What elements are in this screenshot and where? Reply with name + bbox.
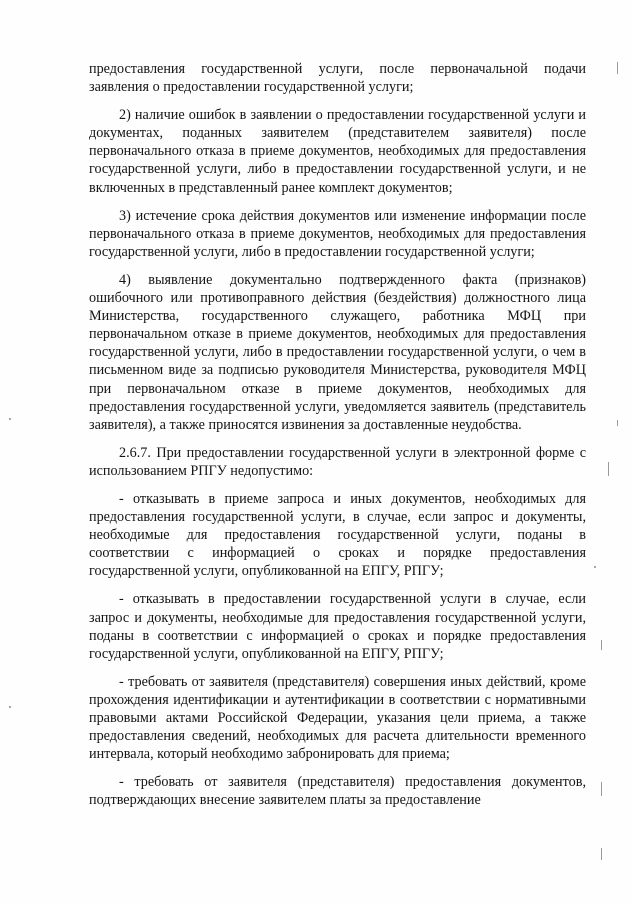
list-item-refuse-acceptance: - отказывать в приеме запроса и иных документов, необходимых для предоставления государственной услуги, в случае, если запрос и документы, необходимые для предоставления государственной услуги, поданы в соответствии с информацией о сроках и порядке предоставления государственной услуги, опубликованной на ЕПГУ, РПГУ; [89,490,586,580]
paragraph-item-3: 3) истечение срока действия документов или изменение информации после первоначального отказа в приеме документов, необходимых для предоставления государственной услуги, либо в предоставлении государственной услуги; [89,207,586,260]
scan-mark-right-1 [617,62,618,74]
document-body [89,60,586,819]
scan-mark-right-4 [601,640,602,650]
scan-dot-left-2 [9,706,11,708]
scan-mark-right-5 [601,782,602,796]
list-item-require-documents: - требовать от заявителя (представителя) предоставления документов, подтверждающих внесение заявителем платы за предоставление [89,774,586,809]
scan-mark-right-2 [617,420,618,426]
list-item-refuse-service: - отказывать в предоставлении государственной услуги в случае, если запрос и документы, необходимые для предоставления государственной услуги, поданы в соответствии с информацией о сроках и порядке предоставления государственной услуги, опубликованной на ЕПГУ, РПГУ; [89,591,586,662]
scan-dot-left-1 [9,418,11,420]
paragraph-continuation: предоставления государственной услуги, после первоначальной подачи заявления о предоставлении государственной услуги; [89,61,586,96]
paragraph-item-2: 2) наличие ошибок в заявлении о предоставлении государственной услуги и документах, поданных заявителем (представителем заявителя) после первоначального отказа в приеме документов, необходимых для предоставления государственной услуги, либо в предоставлении государственной услуги, и не включенных в представленный ранее комплект документов; [89,107,586,196]
scan-mark-right-3 [608,462,609,476]
scan-dot-right-1 [594,566,596,568]
paragraph-item-4: 4) выявление документально подтвержденного факта (признаков) ошибочного или противоправного действия (бездействия) должностного лица Министерства, государственного служащего, работника МФЦ при первоначальном отказе в приеме документов, необходимых для предоставления государственной услуги, либо в предоставлении государственной услуги, о чем в письменном виде за подписью руководителя Министерства, руководителя МФЦ при первоначальном отказе в приеме документов, необходимых для предоставления государственной услуги, уведомляется заявитель (представитель заявителя), а также приносятся извинения за доставленные неудобства. [89,271,586,433]
list-item-require-actions: - требовать от заявителя (представителя) совершения иных действий, кроме прохождения идентификации и аутентификации в соответствии с нормативными правовыми актами Российской Федерации, указания цели приема, а также предоставления сведений, необходимых для расчета длительности временного интервала, который необходимо забронировать для приема; [89,673,586,763]
scan-mark-right-6 [601,848,602,860]
paragraph-section-2-6-7: 2.6.7. При предоставлении государственной услуги в электронной форме с использованием РПГУ недопустимо: [89,444,586,479]
